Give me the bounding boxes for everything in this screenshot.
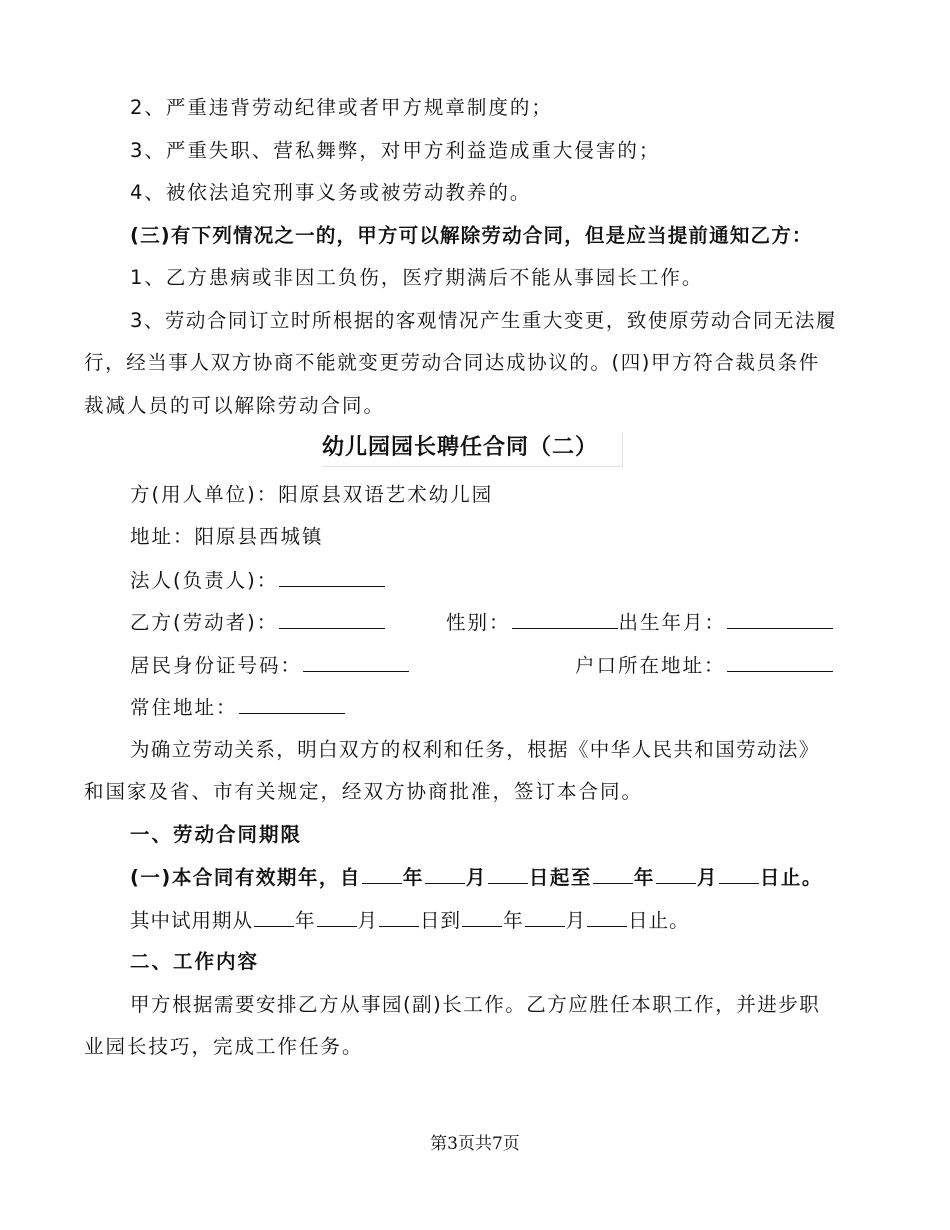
section-1-heading: 一、劳动合同期限 xyxy=(130,823,303,846)
term-from: 日起至 xyxy=(528,866,592,889)
gender-label: 性别： xyxy=(446,611,511,634)
hukou-blank xyxy=(727,653,833,672)
clause-3-heading: (三)有下列情况之一的，甲方可以解除劳动合同，但是应当提前通知乙方： xyxy=(130,224,813,247)
term-end: 日止。 xyxy=(759,866,823,889)
clause-3-item-1: 1、乙方患病或非因工负伤，医疗期满后不能从事园长工作。 xyxy=(130,266,704,289)
legal-rep-blank xyxy=(279,568,385,587)
prev-item-2: 2、严重违背劳动纪律或者甲方规章制度的； xyxy=(130,96,553,119)
gender-birth-line xyxy=(446,610,834,635)
probation-line xyxy=(130,908,690,933)
id-label: 居民身份证号码： xyxy=(130,654,303,677)
term-year-2: 年 xyxy=(633,866,655,889)
party-a-line: 方(用人单位)：阳原县双语艺术幼儿园 xyxy=(130,483,494,506)
probation-year-2: 年 xyxy=(503,909,524,932)
term-end-year-blank xyxy=(593,865,633,884)
intro-line-1: 为确立劳动关系，明白双方的权利和任务，根据《中华人民共和国劳动法》 xyxy=(130,738,820,761)
term-start-year-blank xyxy=(362,865,402,884)
id-line xyxy=(130,653,410,678)
probation-end: 日止。 xyxy=(628,909,690,932)
probation-end-month-blank xyxy=(525,908,565,927)
term-month-1: 月 xyxy=(465,866,487,889)
probation-month-2: 月 xyxy=(565,909,587,932)
clause-3-item-3-line-2: 行，经当事人双方协商不能就变更劳动合同达成协议的。(四)甲方符合裁员条件 xyxy=(84,351,820,374)
probation-start-day-blank xyxy=(379,908,419,927)
prev-item-4: 4、被依法追究刑事义务或被劳动教养的。 xyxy=(130,181,532,204)
address-line: 地址：阳原县西城镇 xyxy=(130,525,324,548)
clause-3-item-3-line-1: 3、劳动合同订立时所根据的客观情况产生重大变更，致使原劳动合同无法履 xyxy=(130,309,837,332)
term-line xyxy=(130,865,823,890)
probation-month-1: 月 xyxy=(357,909,379,932)
probation-end-day-blank xyxy=(587,908,627,927)
legal-rep-line xyxy=(130,568,386,593)
hukou-label: 户口所在地址： xyxy=(575,654,726,677)
term-end-day-blank xyxy=(719,865,759,884)
probation-start-month-blank xyxy=(317,908,357,927)
party-b-line xyxy=(130,610,386,635)
birth-label: 出生年月： xyxy=(618,611,727,634)
term-year-1: 年 xyxy=(402,866,424,889)
residence-line xyxy=(130,695,346,720)
term-prefix: (一)本合同有效期年，自 xyxy=(130,866,361,889)
party-b-label: 乙方(劳动者)： xyxy=(130,611,279,634)
legal-rep-label: 法人(负责人)： xyxy=(130,569,279,592)
section-2-heading: 二、工作内容 xyxy=(130,950,260,973)
work-line-2: 业园长技巧，完成工作任务。 xyxy=(84,1035,364,1058)
birth-blank xyxy=(727,610,833,629)
term-start-month-blank xyxy=(425,865,465,884)
page-number: 第3页共7页 xyxy=(430,1134,520,1154)
party-b-blank xyxy=(279,610,385,629)
residence-label: 常住地址： xyxy=(130,696,238,719)
work-line-1: 甲方根据需要安排乙方从事园(副)长工作。乙方应胜任本职工作，并进步职 xyxy=(130,993,821,1016)
gender-blank xyxy=(512,610,618,629)
prev-item-3: 3、严重失职、营私舞弊，对甲方利益造成重大侵害的； xyxy=(130,139,661,162)
term-month-2: 月 xyxy=(696,866,718,889)
probation-start-year-blank xyxy=(254,908,294,927)
term-end-month-blank xyxy=(656,865,696,884)
id-blank xyxy=(303,653,409,672)
contract-title: 幼儿园园长聘任合同（二） xyxy=(322,432,623,467)
clause-3-item-3-line-3: 裁减人员的可以解除劳动合同。 xyxy=(84,394,386,417)
probation-year-1: 年 xyxy=(295,909,316,932)
probation-to: 日到 xyxy=(420,909,462,932)
residence-blank xyxy=(239,695,345,714)
intro-line-2: 和国家及省、市有关规定，经双方协商批准，签订本合同。 xyxy=(84,780,644,803)
probation-end-year-blank xyxy=(462,908,502,927)
probation-prefix: 其中试用期从 xyxy=(130,909,254,932)
term-start-day-blank xyxy=(488,865,528,884)
hukou-line xyxy=(575,653,834,678)
